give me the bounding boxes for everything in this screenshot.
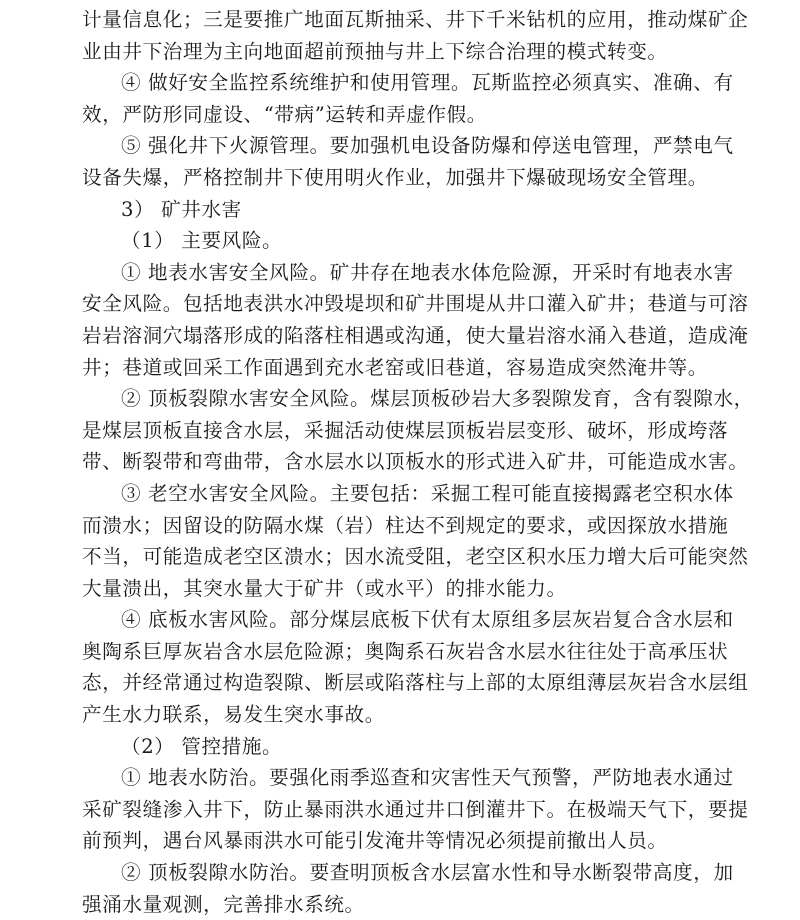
text-line: 是煤层顶板直接含水层，采掘活动使煤层顶板岩层变形、破坏，形成垮落 [82,418,729,442]
text-line: 强涌水量观测，完善排水系统。 [82,892,365,916]
text-line: ② 顶板裂隙水防治。要查明顶板含水层富水性和导水断裂带高度，加 [121,861,734,885]
text-line: 而溃水；因留设的防隔水煤（岩）柱达不到规定的要求，或因探放水措施 [82,513,729,537]
text-line: ④ 做好安全监控系统维护和使用管理。瓦斯监控必须真实、准确、有 [121,71,734,95]
text-line: ② 顶板裂隙水害安全风险。煤层顶板砂岩大多裂隙发育，含有裂隙水， [121,387,754,411]
section-heading: 3） 矿井水害 [121,197,242,221]
text-line: 采矿裂缝渗入井下，防止暴雨洪水通过井口倒灌井下。在极端天气下，要提 [82,797,749,821]
text-line: 态，并经常通过构造裂隙、断层或陷落柱与上部的太原组薄层灰岩含水层组 [82,671,749,695]
text-line: 不当，可能造成老空区溃水；因水流受阻，老空区积水压力增大后可能突然 [82,545,749,569]
text-line: ③ 老空水害安全风险。主要包括：采掘工程可能直接揭露老空积水体 [121,481,734,505]
text-line: ④ 底板水害风险。部分煤层底板下伏有太原组多层灰岩复合含水层和 [121,608,734,632]
text-line: 安全风险。包括地表洪水冲毁堤坝和矿井围堤从井口灌入矿井；巷道与可溶 [82,292,749,316]
text-line: 产生水力联系，易发生突水事故。 [82,703,385,727]
text-line: 岩岩溶洞穴塌落形成的陷落柱相遇或沟通，使大量岩溶水涌入巷道，造成淹 [82,323,749,347]
text-line: 大量溃出，其突水量大于矿井（或水平）的排水能力。 [82,576,567,600]
text-line: 效，严防形同虚设、“带病”运转和弄虚作假。 [82,102,487,126]
text-line: ① 地表水防治。要强化雨季巡查和灾害性天气预警，严防地表水通过 [121,766,734,790]
text-line: 奥陶系巨厚灰岩含水层危险源；奥陶系石灰岩含水层水往往处于高承压状 [82,639,729,663]
text-line: 带、断裂带和弯曲带，含水层水以顶板水的形式进入矿井，可能造成水害。 [82,450,749,474]
subsection-heading: （1） 主要风险。 [121,229,283,253]
text-line: 井；巷道或回采工作面遇到充水老窑或旧巷道，容易造成突然淹井等。 [82,355,709,379]
text-line: 计量信息化；三是要推广地面瓦斯抽采、井下千米钻机的应用，推动煤矿企 [82,8,749,31]
text-line: 前预判，遇台风暴雨洪水可能引发淹井等情况必须提前撤出人员。 [82,829,668,853]
text-line: ① 地表水害安全风险。矿井存在地表水体危险源，开采时有地表水害 [121,260,734,284]
text-line: ⑤ 强化井下火源管理。要加强机电设备防爆和停送电管理，严禁电气 [121,134,734,158]
text-line: 设备失爆，严格控制井下使用明火作业，加强井下爆破现场安全管理。 [82,165,709,189]
subsection-heading: （2） 管控措施。 [121,734,283,758]
text-line: 业由井下治理为主向地面超前预抽与井上下综合治理的模式转变。 [82,39,668,63]
